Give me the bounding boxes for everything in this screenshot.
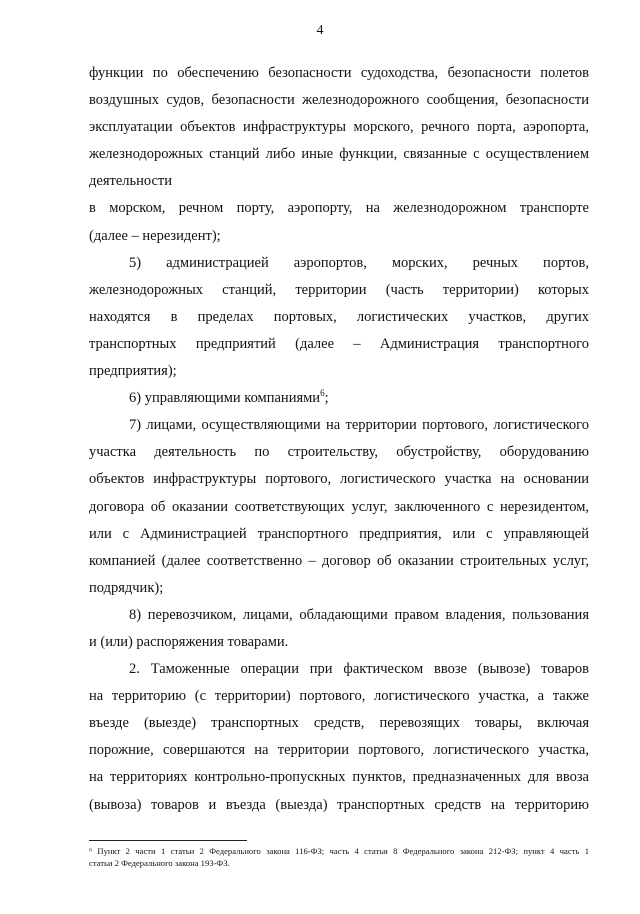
text-line: железнодорожных станций, территории (часть территории) которых bbox=[89, 281, 589, 298]
text-line: железнодорожных станций либо иные функции, связанные с осуществлением bbox=[89, 146, 589, 163]
text-line: компанией (далее соответственно – договор об оказании строительных услуг, bbox=[89, 552, 589, 569]
text-line: договора об оказании соответствующих услуг, заключенного с нерезидентом, bbox=[89, 498, 589, 515]
text-line: находятся в пределах портовых, логистических участков, других bbox=[89, 308, 589, 325]
text-line: предприятия); bbox=[89, 363, 177, 380]
text-line: (далее – нерезидент); bbox=[89, 227, 221, 244]
text-line: на территорию (с территории) портового, логистического участка, а также bbox=[89, 688, 589, 705]
text-span: ; bbox=[324, 390, 329, 407]
footnote bbox=[89, 845, 589, 869]
page-number: 4 bbox=[316, 23, 324, 38]
text-line-with-footnote bbox=[89, 385, 589, 412]
text-line: и (или) распоряжения товарами. bbox=[89, 633, 289, 650]
text-line: на территориях контрольно-пропускных пунктов, предназначенных для ввоза bbox=[89, 769, 589, 786]
text-line: транспортных предприятий (далее – Администрация транспортного bbox=[89, 335, 589, 352]
text-line: 5) администрацией аэропортов, морских, речных портов, bbox=[129, 254, 589, 271]
text-line: функции по обеспечению безопасности судоходства, безопасности полетов bbox=[89, 65, 589, 81]
footnote-marker: 6 bbox=[320, 388, 325, 399]
footnote-line: ⁶ Пункт 2 части 1 статьи 2 Федерального закона 116-ФЗ; часть 4 статьи 8 Федерального закона 212-ФЗ; пункт 4 часть 1 bbox=[89, 846, 589, 856]
text-line: 2. Таможенные операции при фактическом ввозе (вывозе) товаров bbox=[129, 661, 589, 678]
text-line: участка деятельность по строительству, обустройству, оборудованию bbox=[89, 444, 589, 461]
footnote-line: статьи 2 Федерального закона 193-ФЗ. bbox=[89, 858, 230, 868]
footnote-separator bbox=[89, 840, 247, 841]
text-line: 8) перевозчиком, лицами, обладающими правом владения, пользования bbox=[129, 606, 589, 623]
text-line: порожние, совершаются на территории портового, логистического участка, bbox=[89, 742, 589, 759]
text-line: в морском, речном порту, аэропорту, на железнодорожном транспорте bbox=[89, 200, 589, 217]
body-text bbox=[89, 60, 589, 819]
text-line: или с Администрацией транспортного предприятия, или с управляющей bbox=[89, 525, 589, 542]
text-line: (вывоза) товаров и въезда (выезда) транспортных средств на территорию bbox=[89, 796, 589, 813]
text-line: объектов инфраструктуры портового, логистического участка на основании bbox=[89, 471, 589, 488]
text-line: 7) лицами, осуществляющими на территории портового, логистического bbox=[129, 417, 589, 434]
text-line: деятельности bbox=[89, 173, 173, 190]
text-line: эксплуатации объектов инфраструктуры морского, речного порта, аэропорта, bbox=[89, 119, 589, 136]
text-line: воздушных судов, безопасности железнодорожного сообщения, безопасности bbox=[89, 92, 589, 109]
text-line: въезде (выезде) транспортных средств, перевозящих товары, включая bbox=[89, 715, 589, 732]
text-line: подрядчик); bbox=[89, 579, 164, 596]
text-span: 6) управляющими компаниями bbox=[129, 390, 321, 407]
